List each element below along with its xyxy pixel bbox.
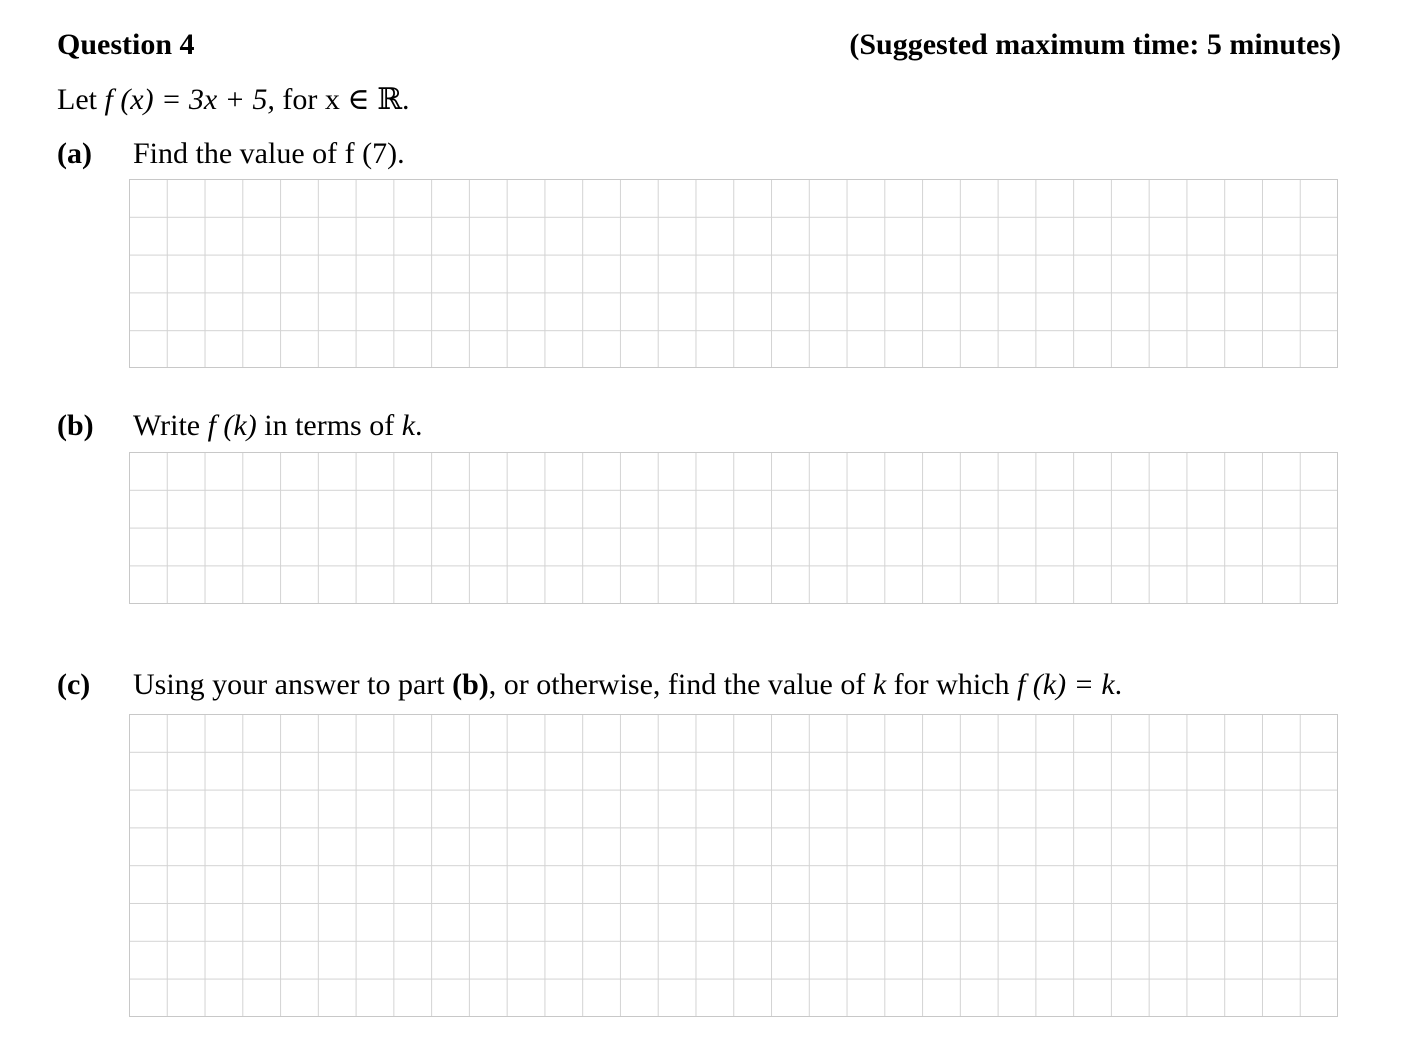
part-c-reference: (b) bbox=[452, 668, 489, 701]
part-c-text-middle: , or otherwise, find the value of bbox=[488, 668, 873, 701]
stem-domain: for x ∈ ℝ. bbox=[274, 83, 410, 116]
answer-grid-b[interactable] bbox=[129, 452, 1338, 604]
part-b-variable: k bbox=[401, 409, 416, 442]
answer-grid-a[interactable] bbox=[129, 179, 1338, 368]
answer-grid-c[interactable] bbox=[129, 714, 1338, 1017]
function-definition: f (x) = 3x + 5, bbox=[104, 83, 275, 116]
part-a-text: Find the value of f (7). bbox=[133, 137, 405, 170]
part-c-variable: k bbox=[872, 668, 887, 701]
stem-prefix: Let bbox=[57, 83, 105, 116]
part-b-expression: f (k) bbox=[207, 409, 257, 442]
part-b-text-after: . bbox=[415, 409, 423, 442]
part-b-text-before: Write bbox=[133, 409, 208, 442]
part-c-text-after: . bbox=[1114, 668, 1123, 701]
part-a-label: (a) bbox=[57, 137, 92, 170]
question-title: Question 4 bbox=[57, 28, 195, 61]
part-b-text-middle: in terms of bbox=[256, 409, 402, 442]
part-c-expression: f (k) = k bbox=[1016, 668, 1115, 701]
part-c-text bbox=[133, 670, 1122, 700]
part-b-text bbox=[133, 411, 423, 441]
part-c-label: (c) bbox=[57, 668, 91, 701]
part-b-label: (b) bbox=[57, 409, 94, 442]
suggested-time: (Suggested maximum time: 5 minutes) bbox=[849, 28, 1341, 61]
question-stem bbox=[57, 85, 410, 115]
part-c-text-middle2: for which bbox=[886, 668, 1017, 701]
part-c-text-before: Using your answer to part bbox=[133, 668, 453, 701]
